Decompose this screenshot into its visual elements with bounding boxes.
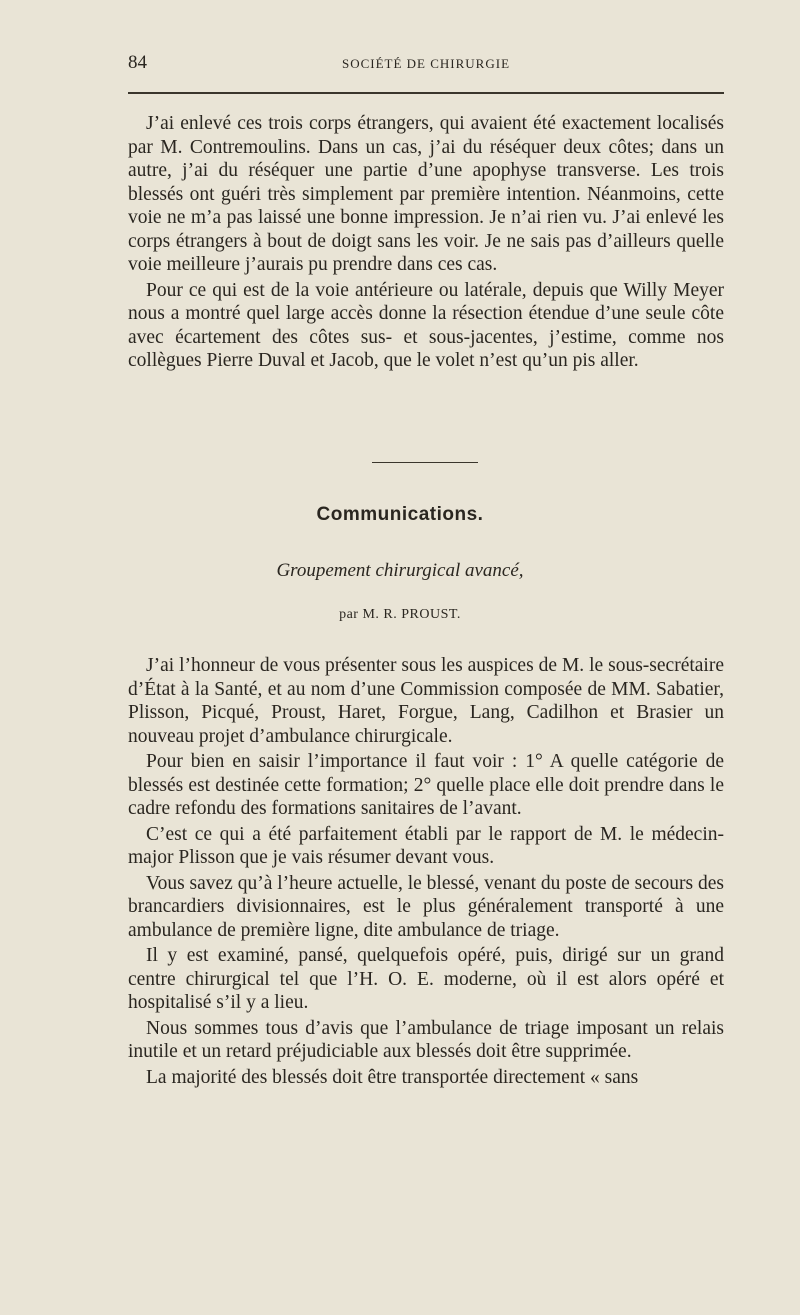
section-heading: Communications. [316, 504, 484, 525]
paragraph: Nous sommes tous d’avis que l’ambulance de triage imposant un relais inutile et un retard préjudiciable aux blessés doit être supprimée. [128, 1017, 724, 1062]
section-separator [372, 462, 478, 463]
header-rule [128, 92, 724, 94]
page-number: 84 [128, 52, 147, 73]
running-head [128, 52, 724, 76]
article-body [128, 654, 724, 1089]
paragraph: Pour bien en saisir l’importance il faut voir : 1° A quelle catégorie de blessés est destinée cette formation; 2° quelle place elle doit prendre dans le cadre refondu des formations sanitaires de l’avant. [128, 751, 724, 819]
paragraph: J’ai enlevé ces trois corps étrangers, qui avaient été exactement localisés par M. Contremoulins. Dans un cas, j’ai du réséquer deux côtes; dans un autre, j’ai du réséquer une partie d’une apophyse transverse. Les trois blessés ont guéri très simplement par première intention. Néanmoins, cette voie ne m’a pas laissé une bonne impression. Je n’ai rien vu. J’ai enlevé les corps étrangers à bout de doigt sans les voir. Je ne sais pas d’ailleurs quelle voie meilleure j’aurais pu prendre dans ces cas. [128, 113, 724, 275]
intro-text [128, 112, 724, 373]
article-byline: par M. R. PROUST. [339, 607, 461, 622]
running-title: SOCIÉTÉ DE CHIRURGIE [341, 56, 511, 71]
paragraph: Vous savez qu’à l’heure actuelle, le blessé, venant du poste de secours des brancardiers divisionnaires, est le plus généralement transporté à une ambulance de première ligne, dite ambulance de triage. [128, 872, 724, 941]
paragraph: La majorité des blessés doit être transportée directement « sans [146, 1066, 639, 1088]
paragraph: Il y est examiné, pansé, quelquefois opéré, puis, dirigé sur un grand centre chirurgical tel que l’H. O. E. moderne, où il est alors opéré et hospitalisé s’il y a lieu. [128, 945, 724, 1013]
paragraph: C’est ce qui a été parfaitement établi par le rapport de M. le médecin-major Plisson que je vais résumer devant vous. [128, 823, 724, 868]
article-title: Groupement chirurgical avancé, [276, 560, 524, 581]
paragraph: Pour ce qui est de la voie antérieure ou latérale, depuis que Willy Meyer nous a montré quel large accès donne la résection étendue d’une seule côte avec écartement des côtes sus- et sous-jacentes, j’estime, comme nos collègues Pierre Duval et Jacob, que le volet n’est qu’un pis aller. [128, 279, 724, 371]
paragraph: J’ai l’honneur de vous présenter sous les auspices de M. le sous-secrétaire d’État à la Santé, et au nom d’une Commission composée de MM. Sabatier, Plisson, Picqué, Proust, Haret, Forgue, Lang, Cadilhon et Brasier un nouveau projet d’ambulance chirurgicale. [128, 655, 724, 747]
